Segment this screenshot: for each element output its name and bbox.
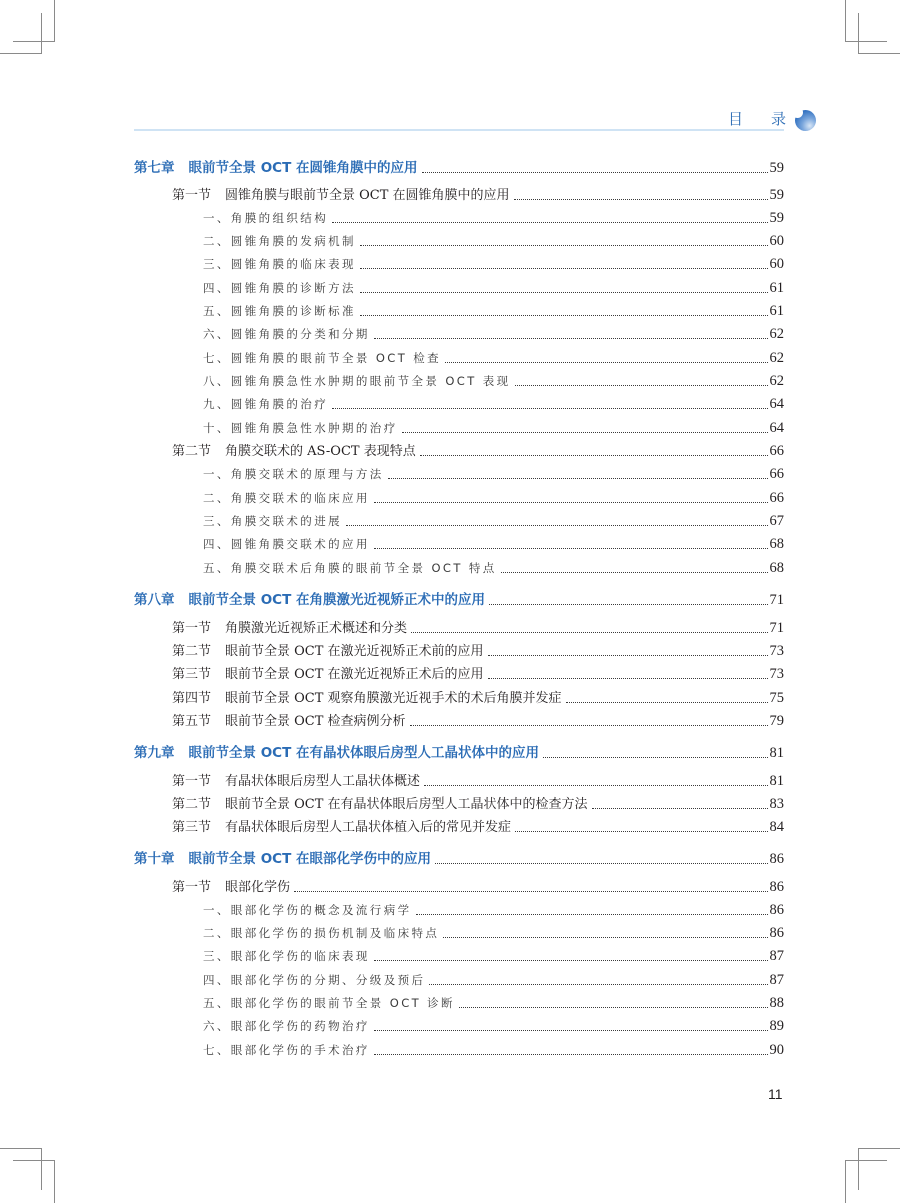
toc-page-number: 81: [769, 745, 784, 761]
toc-entry-label: [203, 1040, 374, 1060]
toc-entry-label: [203, 231, 360, 251]
toc-entry-title: 有晶状体眼后房型人工晶状体植入后的常见并发症: [225, 820, 512, 835]
toc-entry-title: 四、圆锥角膜的诊断方法: [203, 281, 356, 295]
toc-item[interactable]: [203, 324, 784, 344]
toc-page-number: 64: [769, 420, 784, 436]
toc-entry-title: 角膜交联术的 AS-OCT 表现特点: [225, 444, 416, 459]
dot-leader: [360, 291, 768, 293]
toc-chapter[interactable]: [134, 590, 784, 610]
toc-page-number: 61: [769, 303, 784, 319]
toc-page-number: 59: [769, 187, 784, 203]
toc-page-number: 87: [769, 972, 784, 988]
toc-entry-title: 眼部化学伤: [225, 880, 291, 895]
toc-entry-label: [203, 301, 360, 321]
toc-entry-label: [172, 619, 411, 639]
toc-entry-label: [172, 818, 515, 838]
toc-entry-label: [172, 186, 514, 206]
toc-page-number: 62: [769, 326, 784, 342]
toc-page-number: 86: [769, 879, 784, 895]
dot-leader: [374, 959, 768, 961]
toc-entry-number: 第一节: [172, 188, 212, 203]
toc-entry-label: [172, 712, 410, 732]
toc-entry-label: [203, 278, 360, 298]
toc-entry-label: [203, 923, 443, 943]
toc-page-number: 67: [769, 513, 784, 529]
toc-item[interactable]: [203, 923, 784, 943]
toc-entry-number: 第九章: [134, 745, 175, 761]
toc-entry-title: 四、圆锥角膜交联术的应用: [203, 537, 370, 551]
toc-entry-title: 眼前节全景 OCT 在眼部化学伤中的应用: [188, 851, 431, 867]
toc-entry-title: 六、圆锥角膜的分类和分期: [203, 327, 370, 341]
toc-item[interactable]: [203, 946, 784, 966]
toc-entry-title: 三、角膜交联术的进展: [203, 514, 342, 528]
toc-item[interactable]: [203, 970, 784, 990]
toc-entry-label: [134, 158, 422, 178]
toc-page-number: 88: [769, 995, 784, 1011]
toc-item[interactable]: [203, 1040, 784, 1060]
header-title-char: 录: [771, 110, 787, 128]
toc-entry-title: 五、圆锥角膜的诊断标准: [203, 304, 356, 318]
toc-entry-number: 第五节: [172, 714, 212, 729]
dot-leader: [543, 756, 768, 758]
dot-leader: [332, 221, 767, 223]
toc-entry-label: [203, 488, 374, 508]
toc-entry-label: [203, 254, 360, 274]
toc-page-number: 86: [769, 902, 784, 918]
toc-item[interactable]: [203, 534, 784, 554]
dot-leader: [489, 603, 768, 605]
toc-entry-label: [134, 849, 435, 869]
toc-entry-title: 二、角膜交联术的临床应用: [203, 491, 370, 505]
crop-mark-top-left: [13, 41, 55, 42]
toc-entry-number: 第一节: [172, 774, 212, 789]
dot-leader: [360, 314, 768, 316]
crop-mark-bottom-left: [0, 1148, 42, 1149]
crop-mark-bottom-left: [41, 1148, 42, 1190]
crop-mark-bottom-right: [845, 1160, 846, 1203]
toc-page-number: 86: [769, 925, 784, 941]
toc-page-number: 60: [769, 233, 784, 249]
toc-entry-title: 眼前节全景 OCT 在激光近视矫正术前的应用: [225, 644, 484, 659]
toc-section[interactable]: [172, 688, 784, 708]
toc-entry-label: [203, 993, 459, 1013]
toc-entry-title: 圆锥角膜与眼前节全景 OCT 在圆锥角膜中的应用: [225, 188, 510, 203]
dot-leader: [514, 198, 768, 200]
dot-leader: [374, 547, 768, 549]
dot-leader: [515, 830, 767, 832]
toc-chapter[interactable]: [134, 158, 784, 178]
toc-entry-label: [203, 946, 374, 966]
toc-item[interactable]: [203, 511, 784, 531]
toc-item[interactable]: [203, 993, 784, 1013]
toc-item[interactable]: [203, 208, 784, 228]
toc-page-number: 66: [769, 443, 784, 459]
toc-page-number: 81: [769, 773, 784, 789]
toc-entry-number: 第七章: [134, 160, 175, 176]
toc-entry-title: 九、圆锥角膜的治疗: [203, 397, 329, 411]
toc-entry-label: [203, 394, 332, 414]
dot-leader: [501, 571, 768, 573]
page-number: 11: [768, 1086, 783, 1102]
toc-page-number: 86: [769, 851, 784, 867]
toc-page-number: 59: [769, 160, 784, 176]
header-title-char: 目: [728, 110, 744, 128]
dot-leader: [360, 267, 768, 269]
toc-entry-title: 一、眼部化学伤的概念及流行病学: [203, 903, 412, 917]
toc-page-number: 71: [769, 620, 784, 636]
toc-entry-number: 第一节: [172, 621, 212, 636]
toc-entry-number: 第二节: [172, 444, 212, 459]
toc-entry-title: 眼前节全景 OCT 检查病例分析: [225, 714, 406, 729]
toc-page-number: 83: [769, 796, 784, 812]
toc-entry-label: [203, 324, 374, 344]
dot-leader: [443, 936, 767, 938]
dot-leader: [515, 384, 768, 386]
toc-section[interactable]: [172, 877, 784, 897]
toc-entry-label: [203, 970, 429, 990]
toc-entry-label: [203, 558, 501, 578]
toc-entry-title: 角膜激光近视矫正术概述和分类: [225, 621, 408, 636]
toc-section[interactable]: [172, 185, 784, 205]
toc-page-number: 79: [769, 713, 784, 729]
toc-item[interactable]: [203, 1016, 784, 1036]
toc-entry-label: [172, 665, 488, 685]
crop-mark-bottom-right: [858, 1148, 900, 1149]
crop-mark-top-left: [54, 0, 55, 42]
toc-item[interactable]: [203, 278, 784, 298]
dot-leader: [374, 1029, 768, 1031]
dot-leader: [420, 454, 768, 456]
dot-leader: [402, 431, 768, 433]
toc-entry-label: [172, 772, 424, 792]
toc-entry-number: 第三节: [172, 820, 212, 835]
toc-item[interactable]: [203, 371, 784, 391]
toc-page-number: 66: [769, 490, 784, 506]
toc-section[interactable]: [172, 641, 784, 661]
toc-entry-title: 二、眼部化学伤的损伤机制及临床特点: [203, 926, 440, 940]
header-ornament-icon: [795, 110, 816, 131]
toc-entry-label: [172, 878, 294, 898]
toc-entry-title: 七、圆锥角膜的眼前节全景 OCT 检查: [203, 351, 442, 365]
crop-mark-top-right: [858, 13, 859, 54]
dot-leader: [459, 1006, 768, 1008]
toc-entry-title: 八、圆锥角膜急性水肿期的眼前节全景 OCT 表现: [203, 374, 511, 388]
toc-item[interactable]: [203, 301, 784, 321]
toc-entry-number: 第二节: [172, 797, 212, 812]
dot-leader: [374, 501, 768, 503]
dot-leader: [410, 724, 768, 726]
toc-entry-title: 三、圆锥角膜的临床表现: [203, 257, 356, 271]
toc-entry-title: 有晶状体眼后房型人工晶状体概述: [225, 774, 421, 789]
toc-entry-title: 眼前节全景 OCT 在角膜激光近视矫正术中的应用: [188, 592, 485, 608]
dot-leader: [388, 477, 768, 479]
toc-page-number: 60: [769, 256, 784, 272]
crop-mark-top-right: [858, 53, 900, 54]
dot-leader: [488, 654, 768, 656]
toc-page-number: 61: [769, 280, 784, 296]
toc-entry-label: [172, 442, 420, 462]
dot-leader: [294, 890, 767, 892]
toc-entry-title: 四、眼部化学伤的分期、分级及预后: [203, 973, 426, 987]
toc-page-number: 89: [769, 1018, 784, 1034]
toc-entry-label: [203, 464, 388, 484]
toc-section[interactable]: [172, 664, 784, 684]
toc-page-number: 71: [769, 592, 784, 608]
toc-entry-title: 一、角膜的组织结构: [203, 211, 329, 225]
toc-entry-label: [203, 418, 402, 438]
dot-leader: [346, 524, 768, 526]
toc-entry-label: [172, 795, 592, 815]
toc-entry-number: 第四节: [172, 691, 212, 706]
toc-section[interactable]: [172, 817, 784, 837]
toc-entry-title: 三、眼部化学伤的临床表现: [203, 949, 370, 963]
toc-section[interactable]: [172, 711, 784, 731]
toc-page-number: 73: [769, 643, 784, 659]
toc-item[interactable]: [203, 418, 784, 438]
toc-page-number: 62: [769, 373, 784, 389]
toc-page-number: 62: [769, 350, 784, 366]
toc-item[interactable]: [203, 558, 784, 578]
toc-item[interactable]: [203, 900, 784, 920]
toc-page-number: 68: [769, 560, 784, 576]
toc-entry-title: 五、角膜交联术后角膜的眼前节全景 OCT 特点: [203, 561, 497, 575]
toc-entry-number: 第八章: [134, 592, 175, 608]
toc-entry-label: [203, 534, 374, 554]
toc-entry-title: 眼前节全景 OCT 观察角膜激光近视手术的术后角膜并发症: [225, 691, 562, 706]
toc-entry-label: [203, 900, 416, 920]
header-rule: [134, 129, 784, 131]
toc-entry-number: 第一节: [172, 880, 212, 895]
toc-entry-label: [203, 208, 332, 228]
toc-page-number: 87: [769, 948, 784, 964]
dot-leader: [429, 983, 767, 985]
toc-item[interactable]: [203, 488, 784, 508]
toc-entry-label: [134, 590, 489, 610]
dot-leader: [592, 807, 768, 809]
dot-leader: [435, 862, 768, 864]
toc-entry-title: 一、角膜交联术的原理与方法: [203, 467, 384, 481]
toc-item[interactable]: [203, 464, 784, 484]
toc-entry-title: 五、眼部化学伤的眼前节全景 OCT 诊断: [203, 996, 455, 1010]
toc-entry-label: [172, 642, 488, 662]
toc-section[interactable]: [172, 794, 784, 814]
dot-leader: [566, 701, 768, 703]
toc-entry-number: 第二节: [172, 644, 212, 659]
dot-leader: [416, 913, 768, 915]
toc-chapter[interactable]: [134, 743, 784, 763]
toc-entry-label: [203, 371, 515, 391]
toc-page-number: 59: [769, 210, 784, 226]
toc-entry-title: 二、圆锥角膜的发病机制: [203, 234, 356, 248]
toc-page-number: 66: [769, 466, 784, 482]
toc-entry-title: 眼前节全景 OCT 在有晶状体眼后房型人工晶状体中的应用: [188, 745, 539, 761]
toc-section[interactable]: [172, 618, 784, 638]
toc-item[interactable]: [203, 254, 784, 274]
toc-entry-title: 眼前节全景 OCT 在激光近视矫正术后的应用: [225, 667, 484, 682]
toc-entry-label: [172, 689, 566, 709]
dot-leader: [445, 361, 767, 363]
toc-item[interactable]: [203, 394, 784, 414]
crop-mark-top-left: [0, 53, 42, 54]
toc-entry-title: 眼前节全景 OCT 在圆锥角膜中的应用: [188, 160, 418, 176]
crop-mark-top-right: [845, 41, 887, 42]
dot-leader: [360, 244, 768, 246]
toc-entry-number: 第十章: [134, 851, 175, 867]
toc-entry-label: [203, 511, 346, 531]
toc-entry-title: 十、圆锥角膜急性水肿期的治疗: [203, 421, 398, 435]
dot-leader: [424, 784, 767, 786]
toc-entry-title: 眼前节全景 OCT 在有晶状体眼后房型人工晶状体中的检查方法: [225, 797, 588, 812]
toc-chapter[interactable]: [134, 849, 784, 869]
toc-item[interactable]: [203, 231, 784, 251]
toc-entry-label: [203, 348, 445, 368]
dot-leader: [332, 407, 767, 409]
crop-mark-bottom-right: [858, 1148, 859, 1190]
toc-page-number: 73: [769, 666, 784, 682]
toc-section[interactable]: [172, 771, 784, 791]
header-title: [728, 108, 786, 129]
crop-mark-bottom-left: [13, 1160, 55, 1161]
toc-entry-number: 第三节: [172, 667, 212, 682]
toc-section[interactable]: [172, 441, 784, 461]
toc-item[interactable]: [203, 348, 784, 368]
dot-leader: [374, 337, 768, 339]
toc-page-number: 75: [769, 690, 784, 706]
toc-entry-title: 七、眼部化学伤的手术治疗: [203, 1043, 370, 1057]
crop-mark-top-left: [41, 13, 42, 54]
dot-leader: [374, 1053, 768, 1055]
toc-entry-title: 六、眼部化学伤的药物治疗: [203, 1019, 370, 1033]
toc-page-number: 68: [769, 536, 784, 552]
crop-mark-bottom-right: [845, 1160, 887, 1161]
dot-leader: [422, 171, 768, 173]
dot-leader: [411, 631, 767, 633]
toc-page-number: 90: [769, 1042, 784, 1058]
dot-leader: [488, 677, 768, 679]
toc-page-number: 84: [769, 819, 784, 835]
toc-entry-label: [134, 743, 543, 763]
toc-entry-label: [203, 1016, 374, 1036]
crop-mark-bottom-left: [54, 1160, 55, 1203]
toc-page-number: 64: [769, 396, 784, 412]
crop-mark-top-right: [845, 0, 846, 42]
